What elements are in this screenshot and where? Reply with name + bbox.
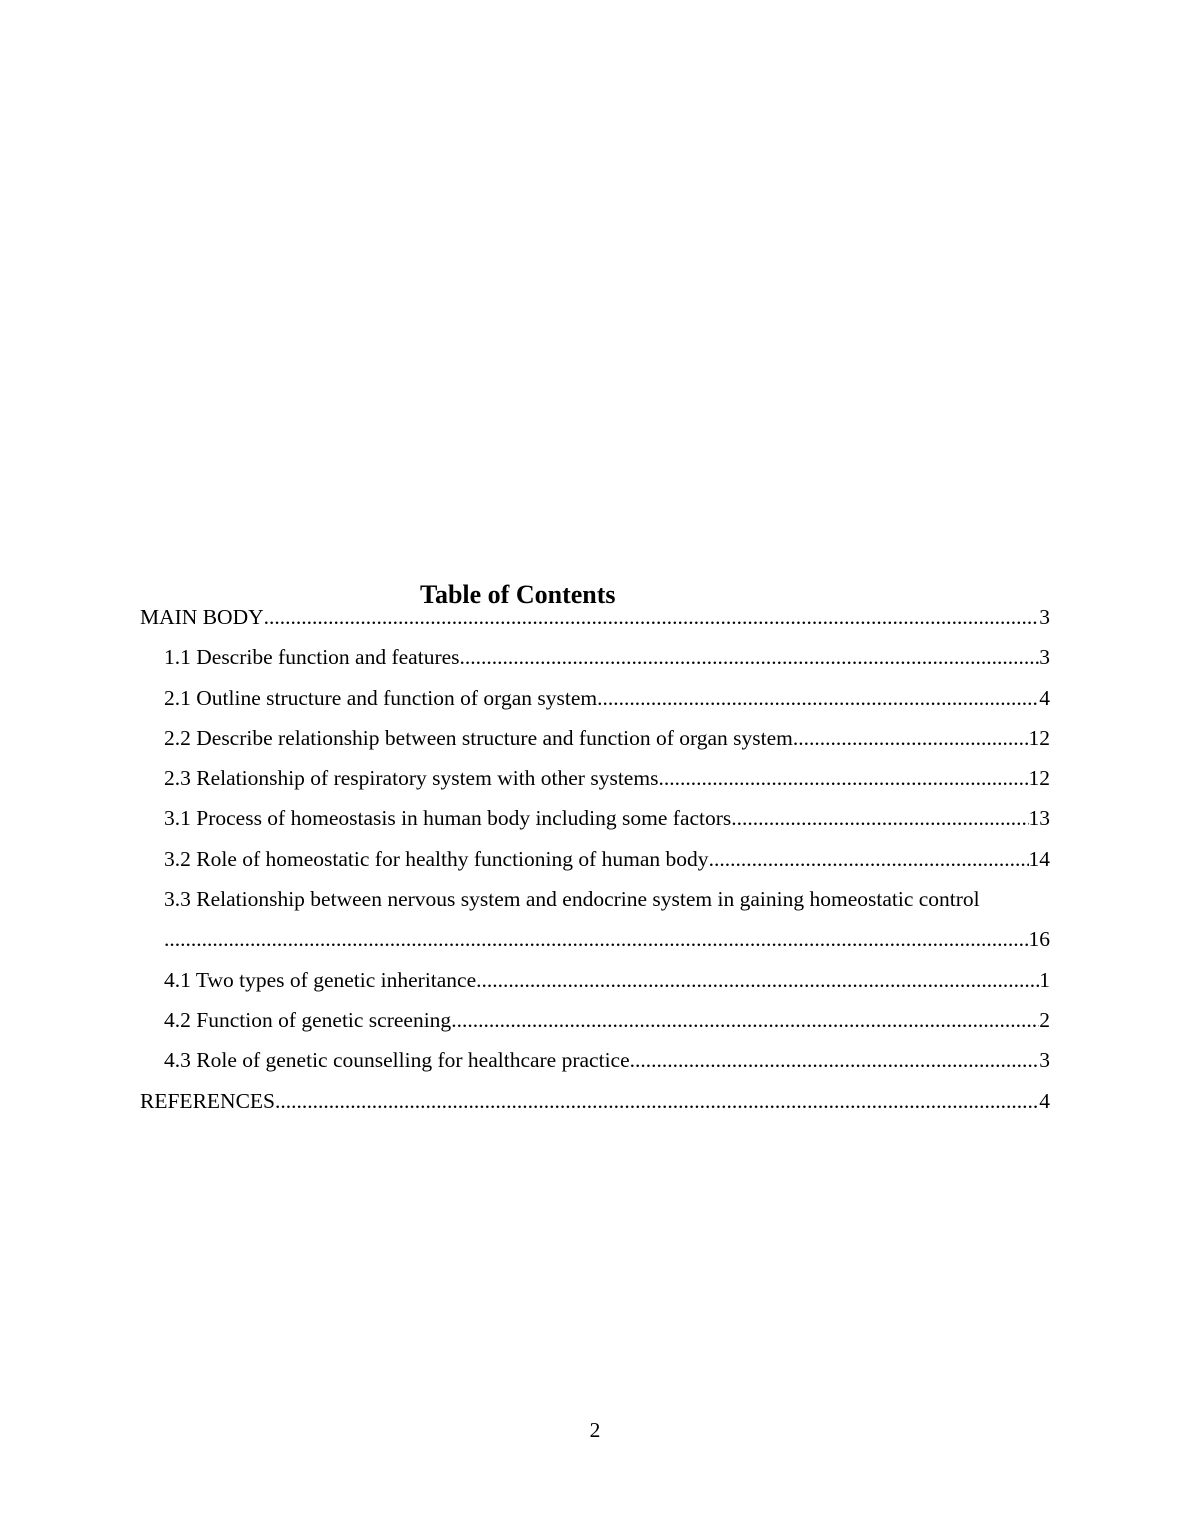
dot-leader	[460, 637, 1040, 677]
toc-entry-continuation	[164, 919, 1050, 959]
toc-entry-label: 3.3 Relationship between nervous system and endocrine system in gaining homeostatic control	[164, 887, 980, 912]
dot-leader	[731, 798, 1028, 838]
toc-entry-label: 4.3 Role of genetic counselling for healthcare practice	[164, 1048, 630, 1073]
dot-leader	[597, 678, 1039, 718]
dot-leader	[164, 919, 1029, 959]
dot-leader	[264, 597, 1040, 637]
toc-entry-main-body[interactable]	[140, 597, 1050, 637]
toc-entry-page: 13	[1028, 806, 1050, 831]
dot-leader	[451, 1000, 1039, 1040]
dot-leader	[793, 718, 1029, 758]
dot-leader	[658, 758, 1028, 798]
dot-leader	[275, 1081, 1039, 1121]
toc-entry-label: 2.2 Describe relationship between structure and function of organ system	[164, 725, 793, 750]
toc-entry-1-1[interactable]	[140, 637, 1050, 677]
toc-entry-label: 2.3 Relationship of respiratory system with other systems	[164, 766, 659, 791]
toc-entry-3-2[interactable]	[140, 839, 1050, 879]
toc-entry-2-2[interactable]	[140, 718, 1050, 758]
toc-entry-page: 14	[1028, 846, 1050, 871]
toc-entry-page: 1	[1039, 967, 1050, 992]
toc-entry-4-1[interactable]	[140, 960, 1050, 1000]
toc-entry-page: 12	[1028, 725, 1050, 750]
toc-entry-page: 12	[1028, 766, 1050, 791]
toc-entry-page: 3	[1039, 605, 1050, 629]
toc-entry-label: MAIN BODY	[140, 605, 264, 629]
toc-entry-label: 4.2 Function of genetic screening	[164, 1007, 452, 1032]
dot-leader	[709, 839, 1029, 879]
toc-title: Table of Contents	[420, 580, 616, 610]
dot-leader	[630, 1040, 1040, 1080]
toc-entry-label: 2.1 Outline structure and function of organ system	[164, 685, 598, 710]
toc-entry-4-3[interactable]	[140, 1040, 1050, 1080]
toc-entry-2-1[interactable]	[140, 678, 1050, 718]
toc-entry-label: 1.1 Describe function and features	[164, 645, 460, 670]
toc-entry-page: 4	[1039, 685, 1050, 710]
toc-entry-label: 4.1 Two types of genetic inheritance	[164, 967, 477, 992]
toc-entry-4-2[interactable]	[140, 1000, 1050, 1040]
toc-entry-3-1[interactable]	[140, 798, 1050, 838]
toc-entry-page: 2	[1039, 1007, 1050, 1032]
page-number: 2	[589, 1418, 601, 1442]
toc-entry-page: 3	[1039, 645, 1050, 670]
toc-entry-page: 16	[1028, 927, 1050, 952]
toc-entry-label: 3.1 Process of homeostasis in human body including some factors	[164, 806, 732, 831]
toc-entry-page: 4	[1039, 1088, 1050, 1113]
dot-leader	[476, 960, 1039, 1000]
toc-entry-page: 3	[1039, 1048, 1050, 1073]
toc-entry-references[interactable]	[140, 1081, 1050, 1121]
table-of-contents	[140, 597, 1050, 1121]
toc-entry-3-3[interactable]	[140, 879, 1050, 960]
toc-entry-label: 3.2 Role of homeostatic for healthy functioning of human body	[164, 846, 709, 871]
toc-entry-label: REFERENCES	[140, 1088, 275, 1113]
toc-entry-2-3[interactable]	[140, 758, 1050, 798]
